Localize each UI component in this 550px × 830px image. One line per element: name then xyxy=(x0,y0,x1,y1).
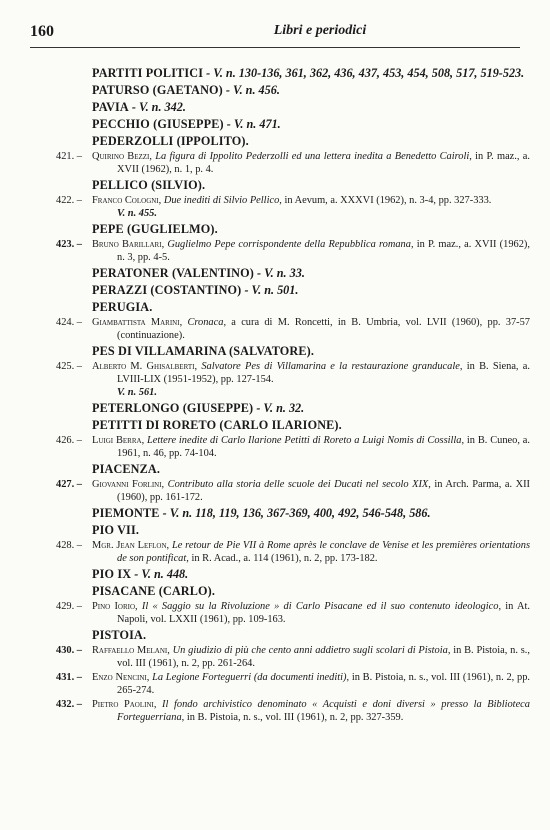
entry-cross-reference: V. n. 455. xyxy=(117,208,157,219)
entry-number: 429. – xyxy=(56,601,82,612)
running-title: Libri e periodici xyxy=(273,23,367,38)
entry-separator: , xyxy=(146,672,153,683)
entry-separator: , xyxy=(194,361,202,372)
page-header xyxy=(30,23,520,45)
subject-heading xyxy=(0,417,550,433)
subject-heading xyxy=(0,566,550,582)
subject-name: PEDERZOLLI (IPPOLITO). xyxy=(92,134,249,148)
bibliography-entry xyxy=(0,671,550,697)
subject-name: PIEMONTE xyxy=(92,506,160,520)
subject-heading xyxy=(0,221,550,237)
subject-name: PIO IX xyxy=(92,567,132,581)
entry-title: La Legione Forteguerri (da documenti inediti) xyxy=(152,672,347,683)
subject-name: PERATONER (VALENTINO) xyxy=(92,266,254,280)
entry-number: 424. – xyxy=(56,317,82,328)
entry-citation: , in Aevum, a. XXXVI (1962), n. 3-4, pp. 327-333. xyxy=(279,195,492,206)
entry-author: Giovanni Forlini xyxy=(92,479,162,490)
entry-citation: , in B. Pistoia, n. s., vol. III (1961), n. 2, pp. 261-264. xyxy=(117,645,530,669)
entry-separator: , xyxy=(153,699,163,710)
subject-name: PETITTI DI RORETO (CARLO ILARIONE). xyxy=(92,418,342,432)
subject-heading xyxy=(0,133,550,149)
subject-heading xyxy=(0,299,550,315)
bibliography-entry xyxy=(0,150,550,176)
subject-heading xyxy=(0,461,550,477)
entry-number: 421. – xyxy=(56,151,82,162)
subject-name: PATURSO (GAETANO) xyxy=(92,83,223,97)
subject-name: PEPE (GUGLIELMO). xyxy=(92,222,218,236)
entry-number: 425. – xyxy=(56,361,82,372)
subject-heading xyxy=(0,116,550,132)
entry-citation: , in B. Pistoia, n. s., vol. III (1961), n. 2, pp. 265-274. xyxy=(117,672,530,696)
entry-citation: , in P. maz., a. XVII (1962), n. 3, pp. 4-5. xyxy=(117,239,530,263)
subject-heading xyxy=(0,400,550,416)
subject-heading xyxy=(0,282,550,298)
entry-citation: , a cura di M. Roncetti, in B. Umbria, vol. LVII (1960), pp. 37-57 (continuazione). xyxy=(117,317,531,341)
entry-citation: , in B. Pistoia, n. s., vol. III (1961), n. 2, pp. 327-359. xyxy=(181,712,404,723)
entry-title: Le retour de Pie VII à Rome après le conclave de Venise et les premières orientations de son pontificat xyxy=(117,540,530,564)
subject-heading xyxy=(0,177,550,193)
entry-number: 423. – xyxy=(56,239,82,250)
entry-title: Due inediti di Silvio Pellico xyxy=(163,195,280,206)
entry-separator: , xyxy=(166,540,172,551)
subject-name: PERAZZI (COSTANTINO) xyxy=(92,283,242,297)
entry-author: Pino Iorio xyxy=(92,601,136,612)
subject-name: PAVIA xyxy=(92,100,129,114)
bibliography-entry xyxy=(0,644,550,670)
header-rule xyxy=(30,47,520,48)
entry-title: Un giudizio di più che cento anni addietro sugli scolari di Pistoia xyxy=(172,645,448,656)
subject-heading xyxy=(0,265,550,281)
entry-citation: , in P. maz., a. XVII (1962), n. 1, p. 4. xyxy=(117,151,530,175)
subject-name: PERUGIA. xyxy=(92,300,153,314)
page-number: 160 xyxy=(30,23,54,40)
entry-title: Cronaca xyxy=(187,317,224,328)
entry-title: Il fondo archivistico denominato « Acquisti e doni diversi » presso la Biblioteca Forteguerriana xyxy=(117,699,530,723)
bibliography-entry xyxy=(0,316,550,342)
cross-reference: - V. n. 118, 119, 136, 367-369, 400, 492, 546-548, 586. xyxy=(159,506,431,520)
subject-heading xyxy=(0,82,550,98)
entry-title: Guglielmo Pepe corrispondente della Repubblica romana xyxy=(167,239,411,250)
subject-heading xyxy=(0,343,550,359)
cross-reference: - V. n. 448. xyxy=(131,567,189,581)
entry-author: Bruno Barillari xyxy=(92,239,162,250)
entry-title: Il « Saggio su la Rivoluzione » di Carlo Pisacane ed il suo contenuto ideologico xyxy=(141,601,499,612)
subject-name: PES DI VILLAMARINA (SALVATORE). xyxy=(92,344,315,358)
entry-author: Giambattista Marini xyxy=(92,317,180,328)
bibliography-entry xyxy=(0,238,550,264)
entry-author: Pietro Paolini xyxy=(92,699,154,710)
entry-number: 431. – xyxy=(56,672,82,683)
cross-reference: - V. n. 456. xyxy=(222,83,280,97)
cross-reference: - V. n. 471. xyxy=(223,117,281,131)
subject-heading xyxy=(0,627,550,643)
subject-name: PIO VII. xyxy=(92,523,140,537)
bibliography-entry xyxy=(0,539,550,565)
entry-citation: , in B. Cuneo, a. 1961, n. 46, pp. 74-104. xyxy=(117,435,530,459)
subject-name: PETERLONGO (GIUSEPPE) xyxy=(92,401,254,415)
cross-reference: - V. n. 32. xyxy=(253,401,305,415)
entry-author: Quirino Bezzi xyxy=(92,151,150,162)
entry-separator: , xyxy=(141,435,148,446)
entry-author: Raffaello Melani xyxy=(92,645,168,656)
cross-reference: - V. n. 33. xyxy=(253,266,305,280)
bibliography-list xyxy=(0,64,550,724)
cross-reference: - V. n. 501. xyxy=(241,283,299,297)
subject-name: PIACENZA. xyxy=(92,462,161,476)
entry-title: Lettere inedite di Carlo Ilarione Petitti di Roreto a Luigi Nomis di Cossilla xyxy=(147,435,462,446)
subject-heading xyxy=(0,583,550,599)
entry-separator: , xyxy=(149,151,156,162)
entry-author: Mgr. Jean Leflon xyxy=(92,540,167,551)
bibliography-entry xyxy=(0,434,550,460)
entry-separator: , xyxy=(161,239,168,250)
entry-title: Contributo alla storia delle scuole dei Ducati nel secolo XIX xyxy=(167,479,429,490)
entry-author: Alberto M. Ghisalberti xyxy=(92,361,195,372)
entry-separator: , xyxy=(135,601,142,612)
entry-separator: , xyxy=(167,645,173,656)
subject-name: PELLICO (SILVIO). xyxy=(92,178,206,192)
entry-number: 422. – xyxy=(56,195,82,206)
entry-author: Enzo Nencini xyxy=(92,672,147,683)
entry-separator: , xyxy=(161,479,168,490)
entry-title: La figura di Ippolito Pederzolli ed una lettera inedita a Benedetto Cairoli xyxy=(155,151,470,162)
entry-separator: , xyxy=(179,317,188,328)
entry-number: 430. – xyxy=(56,645,82,656)
entry-number: 428. – xyxy=(56,540,82,551)
bibliography-entry xyxy=(0,698,550,724)
bibliography-entry xyxy=(0,194,550,220)
subject-name: PISTOIA. xyxy=(92,628,147,642)
subject-name: PARTITI POLITICI xyxy=(92,66,204,80)
subject-heading xyxy=(0,522,550,538)
subject-name: PECCHIO (GIUSEPPE) xyxy=(92,117,224,131)
entry-cross-reference: V. n. 561. xyxy=(117,387,157,398)
entry-number: 427. – xyxy=(56,479,82,490)
entry-title: Salvatore Pes di Villamarina e la restaurazione granducale xyxy=(201,361,460,372)
entry-number: 426. – xyxy=(56,435,82,446)
subject-name: PISACANE (CARLO). xyxy=(92,584,216,598)
entry-citation: , in Arch. Parma, a. XII (1960), pp. 161-172. xyxy=(117,479,531,503)
entry-citation: , in B. Siena, a. LVIII-LIX (1951-1952), pp. 127-154. xyxy=(117,361,530,385)
entry-citation: , in At. Napoli, vol. LXXII (1961), pp. 109-163. xyxy=(117,601,531,625)
bibliography-entry xyxy=(0,478,550,504)
subject-heading xyxy=(0,505,550,521)
subject-heading xyxy=(0,99,550,115)
cross-reference: - V. n. 342. xyxy=(128,100,186,114)
bibliography-entry xyxy=(0,600,550,626)
entry-author: Franco Cologni xyxy=(92,195,159,206)
entry-citation: , in R. Acad., a. 114 (1961), n. 2, pp. 173-182. xyxy=(186,553,378,564)
bibliography-entry xyxy=(0,360,550,399)
subject-heading xyxy=(0,65,550,81)
entry-author: Luigi Berra xyxy=(92,435,142,446)
entry-number: 432. – xyxy=(56,699,82,710)
entry-separator: , xyxy=(158,195,164,206)
cross-reference: - V. n. 130-136, 361, 362, 436, 437, 453, 454, 508, 517, 519-523. xyxy=(203,66,525,80)
